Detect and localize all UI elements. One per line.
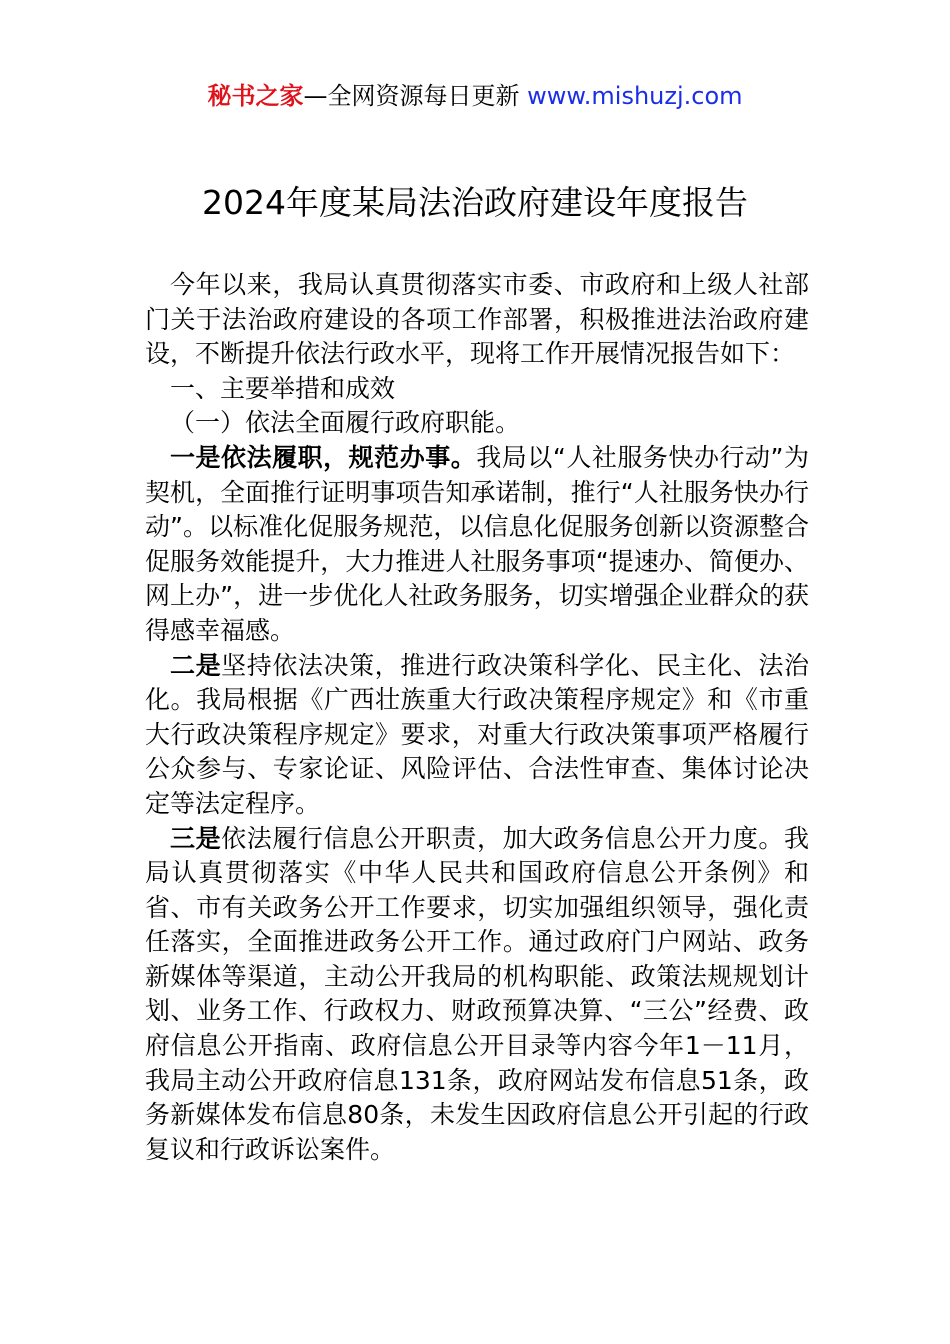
point-2-paragraph xyxy=(145,649,809,822)
point-1-text: 我局以“人社服务快办行动”为契机，全面推行证明事项告知承诺制，推行“人社服务快办行动”。以标准化促服务规范，以信息化促服务创新以资源整合促服务效能提升，大力推进人社服务事项“提速办、简便办、网上办”，进一步优化人社政务服务，切实增强企业群众的获得感幸福感。 xyxy=(145,442,809,645)
point-3-text: 依法履行信息公开职责，加大政务信息公开力度。我局认真贯彻落实《中华人民共和国政府信息公开条例》和省、市有关政务公开工作要求，切实加强组织领导，强化责任落实，全面推进政务公开工作。通过政府门户网站、政务新媒体等渠道，主动公开我局的机构职能、政策法规规划计划、业务工作、行政权力、财政预算决算、“三公”经费、政府信息公开指南、政府信息公开目录等内容今年1－11月，我局主动公开政府信息131条，政府网站发布信息51条，政务新媒体发布信息80条，未发生因政府信息公开引起的行政复议和行政诉讼案件。 xyxy=(145,823,809,1164)
document-body xyxy=(145,268,809,1167)
point-1-paragraph xyxy=(145,441,809,649)
point-3-paragraph xyxy=(145,822,809,1168)
point-1-lead: 一是依法履职，规范办事。 xyxy=(170,442,477,472)
point-3-lead: 三是 xyxy=(170,823,222,853)
site-url-link[interactable]: www.mishuzj.com xyxy=(527,82,743,110)
site-brand: 秘书之家 xyxy=(207,82,304,110)
point-2-text: 坚持依法决策，推进行政决策科学化、民主化、法治化。我局根据《广西壮族重大行政决策程序规定》和《市重大行政决策程序规定》要求，对重大行政决策事项严格履行公众参与、专家论证、风险评估、合法性审查、集体讨论决定等法定程序。 xyxy=(145,650,809,818)
site-tagline: —全网资源每日更新 xyxy=(303,82,528,110)
point-2-lead: 二是 xyxy=(170,650,222,680)
intro-paragraph: 今年以来，我局认真贯彻落实市委、市政府和上级人社部门关于法治政府建设的各项工作部署，积极推进法治政府建设，不断提升依法行政水平，现将工作开展情况报告如下： xyxy=(145,270,809,369)
document-title: 2024年度某局法治政府建设年度报告 xyxy=(202,183,748,222)
subsection-heading: （一）依法全面履行政府职能。 xyxy=(170,408,521,438)
section-heading: 一、主要举措和成效 xyxy=(170,373,396,403)
site-banner xyxy=(0,78,950,114)
